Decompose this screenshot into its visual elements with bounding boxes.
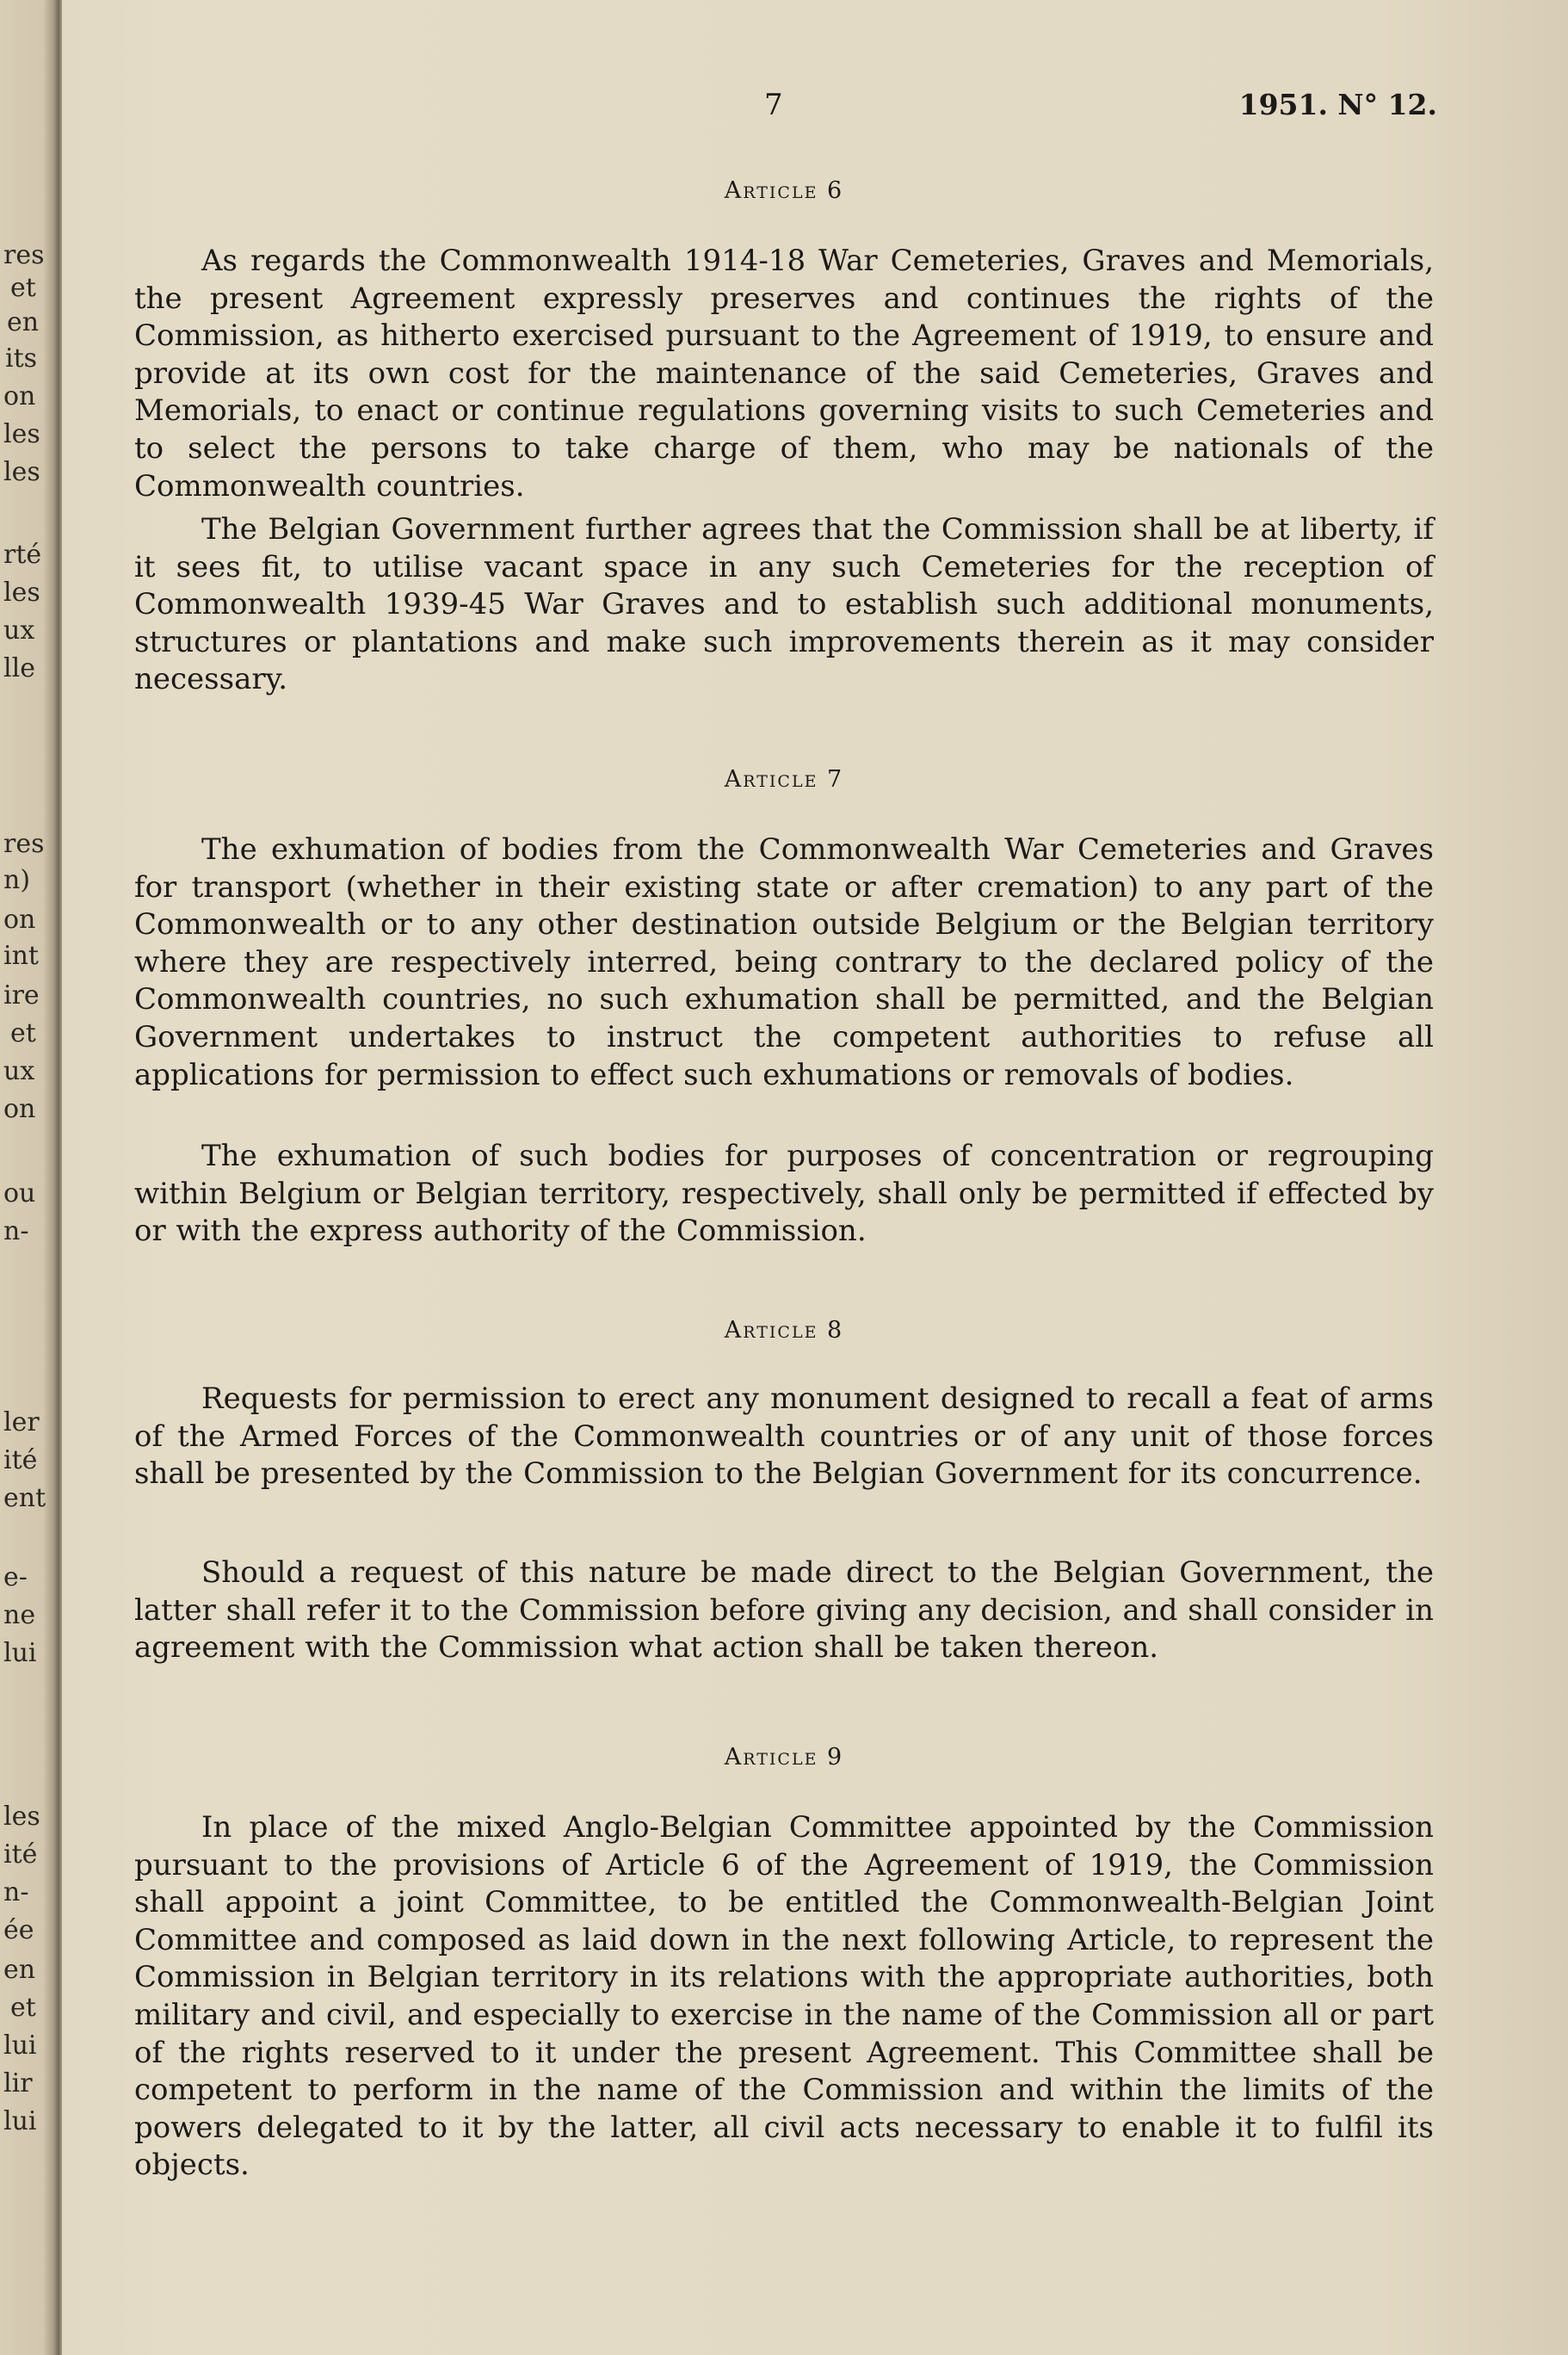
margin-fragment: ée (3, 1915, 34, 1945)
article-8-paragraph-2: Should a request of this nature be made direct to the Belgian Government, the latter shall refer it to the Commission before giving any decision, and shall consider in agreement with the Commission what action shall be taken thereon. (134, 1555, 1434, 1666)
margin-fragment: on (3, 905, 36, 935)
margin-fragment: n- (3, 1216, 29, 1246)
margin-fragment: les (3, 1802, 40, 1832)
margin-fragment: ent (3, 1483, 46, 1513)
margin-fragment: res (3, 240, 45, 270)
article-7-paragraph-2: The exhumation of such bodies for purposes of concentration or regrouping within Belgium or Belgian territory, respectively, shall only be permitted if effected by or with the express authority of the Commission. (134, 1139, 1434, 1249)
article-8-heading: Article 8 (724, 1317, 844, 1344)
document-reference: 1951. N° 12. (1238, 88, 1437, 121)
margin-fragment: res (3, 829, 45, 859)
margin-fragment: e- (3, 1562, 28, 1592)
margin-fragment: ne (3, 1600, 36, 1630)
page-number: 7 (764, 88, 783, 122)
margin-fragment: en (3, 1955, 36, 1985)
margin-fragment: lle (3, 653, 35, 683)
margin-fragment: on (3, 1094, 36, 1124)
margin-fragment: ler (3, 1407, 40, 1437)
margin-fragment: lui (3, 1638, 37, 1668)
margin-fragment: ité (3, 1445, 38, 1475)
margin-fragment: on (3, 381, 36, 411)
article-9-heading: Article 9 (724, 1744, 844, 1771)
margin-fragment: lui (3, 2030, 37, 2061)
margin-fragment: et (10, 1018, 36, 1048)
article-6-heading: Article 6 (724, 177, 844, 204)
margin-fragment: n- (3, 1877, 29, 1907)
margin-fragment: les (3, 578, 40, 608)
margin-fragment: ité (3, 1839, 38, 1870)
margin-fragment: rté (3, 540, 42, 570)
article-7-paragraph-1: The exhumation of bodies from the Commonwealth War Cemeteries and Graves for transport (whether in their existing state or after cremation) to any part of the Commonwealth or to any other destination outside Belgium or the Belgian territory where they are respectively interred, being contrary to the declared policy of the Commonwealth countries, no such exhumation shall be permitted, and the Belgian Government undertakes to instruct the competent authorities to refuse all applications for permission to effect such exhumations or removals of bodies. (134, 832, 1434, 1092)
article-6-paragraph-1: As regards the Commonwealth 1914-18 War Cemeteries, Graves and Memorials, the present Agreement expressly preserves and continues the rights of the Commission, as hitherto exercised pursuant to the Agreement of 1919, to ensure and provide at its own cost for the maintenance of the said Cemeteries, Graves and Memorials, to enact or continue regulations governing visits to such Cemeteries and to select the persons to take charge of them, who may be nationals of the Commonwealth countries. (134, 244, 1434, 504)
margin-fragment: n) (3, 865, 31, 895)
margin-fragment: les (3, 419, 40, 449)
margin-fragment: en (7, 307, 40, 337)
page-header (0, 88, 1568, 131)
margin-fragment: int (3, 941, 39, 971)
margin-fragment: ux (3, 615, 35, 646)
margin-fragment: ire (3, 980, 40, 1011)
margin-fragment: et (10, 1993, 36, 2023)
book-gutter (0, 0, 62, 2355)
margin-fragment: lir (3, 2068, 33, 2098)
margin-fragment: les (3, 457, 40, 487)
margin-fragment: its (5, 343, 38, 374)
margin-fragment: lui (3, 2106, 37, 2136)
margin-fragment: ou (3, 1178, 36, 1208)
article-6-paragraph-2: The Belgian Government further agrees that the Commission shall be at liberty, if it sees fit, to utilise vacant space in any such Cemeteries for the reception of Commonwealth 1939-45 War Graves and to establish such additional monuments, structures or plantations and make such improvements therein as it may consider necessary. (134, 512, 1434, 697)
article-7-heading: Article 7 (724, 766, 844, 793)
margin-fragment: et (10, 273, 36, 303)
margin-fragment: ux (3, 1056, 35, 1086)
article-8-paragraph-1: Requests for permission to erect any monument designed to recall a feat of arms of the Armed Forces of the Commonwealth countries or of any unit of those forces shall be presented by the Commission to the Belgian Government for its concurrence. (134, 1381, 1434, 1492)
article-9-paragraph-1: In place of the mixed Anglo-Belgian Committee appointed by the Commission pursuant to the provisions of Article 6 of the Agreement of 1919, the Commission shall appoint a joint Committee, to be entitled the Commonwealth-Belgian Joint Committee and composed as laid down in the next following Article, to represent the Commission in Belgian territory in its relations with the appropriate authorities, both military and civil, and especially to exercise in the name of the Commission all or part of the rights reserved to it under the present Agreement. This Committee shall be competent to perform in the name of the Commission and within the limits of the powers delegated to it by the latter, all civil acts necessary to enable it to fulfil its objects. (134, 1810, 1434, 2183)
